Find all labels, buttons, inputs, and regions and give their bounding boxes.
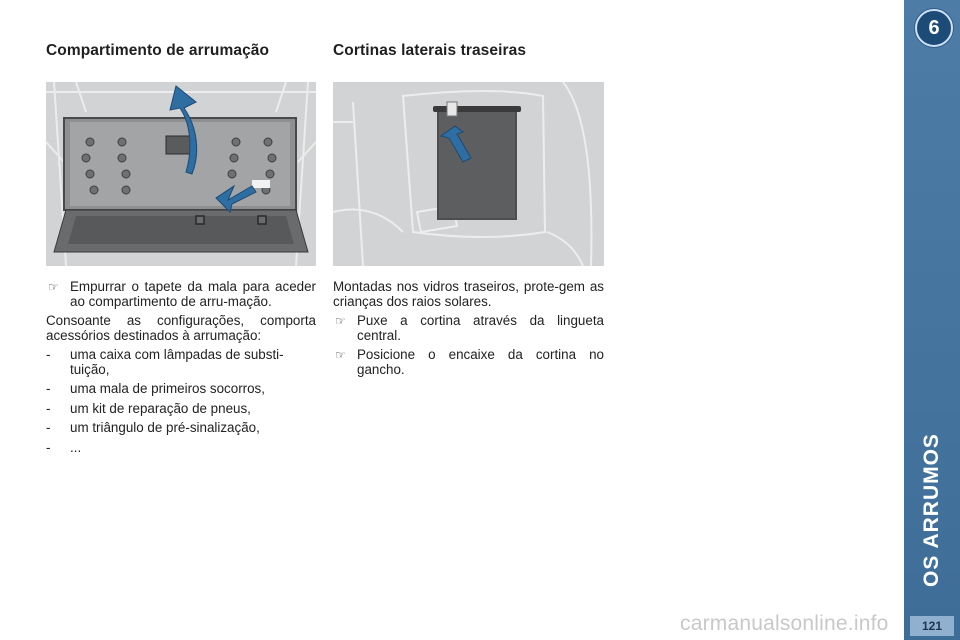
curtain-instruction — [333, 348, 604, 377]
dash-marker: - — [46, 347, 51, 362]
accessory-item-text: ... — [70, 439, 82, 455]
accessory-item — [46, 421, 316, 436]
rear-curtain-illustration — [333, 82, 604, 266]
storage-instruction — [46, 280, 316, 309]
accessory-item — [46, 348, 316, 377]
curtain-text — [333, 280, 604, 382]
chapter-number-badge: 6 — [915, 9, 953, 47]
trunk-storage-drawing — [46, 82, 316, 266]
section-title-storage: Compartimento de arrumação — [46, 42, 270, 59]
accessory-item — [46, 402, 316, 417]
accessory-item-text: um kit de reparação de pneus, — [70, 400, 251, 416]
trunk-storage-illustration — [46, 82, 316, 266]
accessory-item — [46, 382, 316, 397]
chapter-title: OS ARRUMOS — [920, 433, 943, 587]
chapter-sidebar — [904, 0, 960, 640]
hand-pointer-icon: ☞ — [48, 280, 59, 294]
section-title-curtains: Cortinas laterais traseiras — [333, 42, 527, 59]
storage-instruction-text: Empurrar o tapete da mala para aceder ao compartimento de arru-mação. — [70, 279, 316, 309]
curtain-paragraph: Montadas nos vidros traseiros, prote-gem as crianças dos raios solares. — [333, 279, 604, 309]
storage-paragraph: Consoante as configurações, comporta acessórios destinados à arrumação: — [46, 313, 316, 343]
accessory-item-text: uma mala de primeiros socorros, — [70, 381, 265, 396]
curtain-instruction-text: Puxe a cortina através da lingueta central. — [357, 313, 604, 343]
accessory-item-text: um triângulo de pré-sinalização, — [70, 420, 260, 435]
watermark: carmanualsonline.info — [680, 612, 889, 635]
dash-marker: - — [46, 381, 51, 396]
storage-text — [46, 280, 316, 460]
dash-marker: - — [46, 400, 51, 416]
curtain-instruction-text: Posicione o encaixe da cortina no gancho. — [357, 347, 604, 377]
page-number: 121 — [910, 616, 954, 636]
accessory-item-text: uma caixa com lâmpadas de substi-tuição, — [70, 347, 284, 377]
hand-pointer-icon: ☞ — [335, 314, 346, 328]
hand-pointer-icon: ☞ — [335, 348, 346, 362]
curtain-instruction — [333, 314, 604, 343]
rear-curtain-drawing — [333, 82, 604, 266]
dash-marker: - — [46, 420, 51, 435]
dash-marker: - — [46, 439, 51, 455]
accessory-item — [46, 441, 316, 456]
